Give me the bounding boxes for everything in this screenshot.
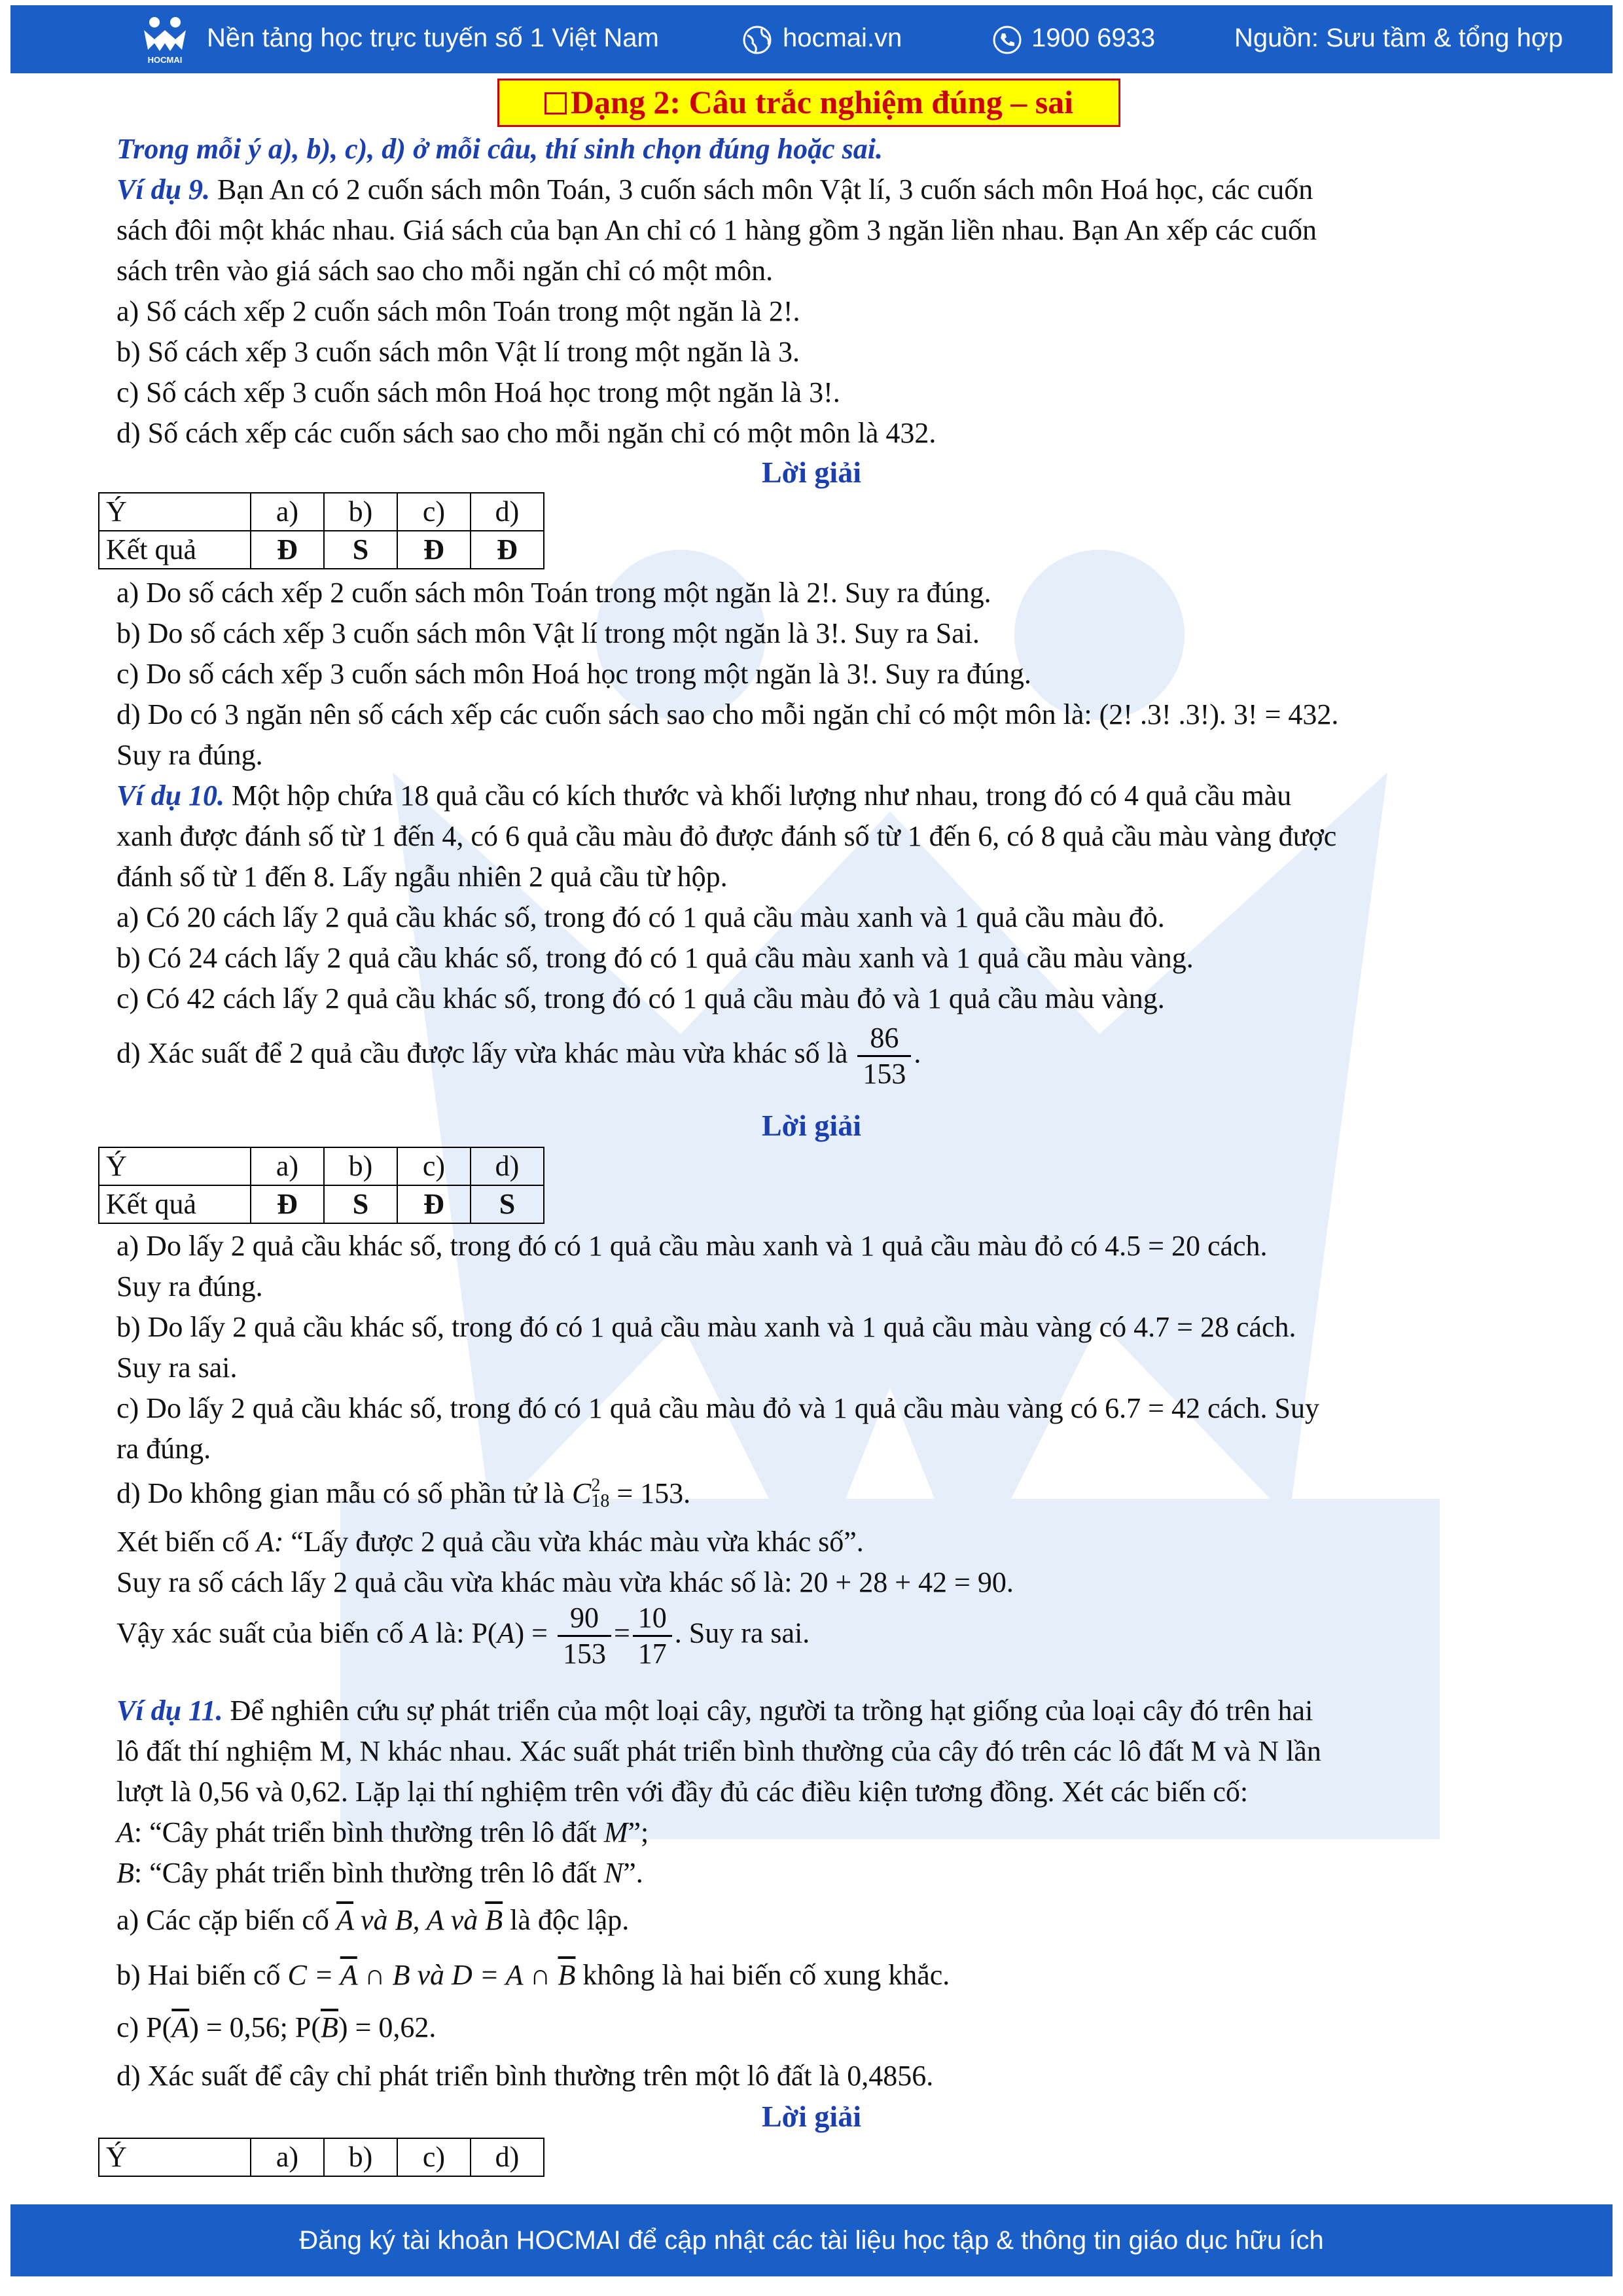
ex9-line-2: sách trên vào giá sách sao cho mỗi ngăn chỉ có một môn.	[116, 255, 774, 287]
ex9-solution-heading: Lời giải	[762, 456, 861, 489]
table-cell: b)	[324, 493, 397, 531]
section-title: Dạng 2: Câu trắc nghiệm đúng – sai	[497, 79, 1120, 127]
table-row	[99, 493, 544, 531]
table-cell: Kết quả	[99, 531, 251, 569]
ex9-solution-c: c) Do số cách xếp 3 cuốn sách môn Hoá học trong một ngăn là 3!. Suy ra đúng.	[116, 658, 1031, 690]
fraction: $\frac{10}{17}$	[633, 1601, 672, 1671]
ex10-option-c: c) Có 42 cách lấy 2 quả cầu khác số, trong đó có 1 quả cầu màu đỏ và 1 quả cầu màu vàng.	[116, 982, 1165, 1014]
ex10-solution-b: b) Do lấy 2 quả cầu khác số, trong đó có 1 quả cầu màu xanh và 1 quả cầu màu vàng có 4.7 = 28 cách.	[116, 1311, 1296, 1343]
header-source: Nguồn: Sưu tầm & tổng hợp	[1234, 24, 1563, 52]
ex9-solution-d: d) Do có 3 ngăn nên số cách xếp các cuốn sách sao cho mỗi ngăn chỉ có một môn là: (2! .3! .3!). 3! = 432.	[116, 698, 1339, 730]
table-cell: c)	[397, 493, 471, 531]
ex11-line-0: Ví dụ 11. Để nghiên cứu sự phát triển của một loại cây, người ta trồng hạt giống của loại cây đó trên hai	[116, 1695, 1313, 1727]
ex9-solution-d-cont: Suy ra đúng.	[116, 739, 263, 771]
ex10-line-2: đánh số từ 1 đến 8. Lấy ngẫu nhiên 2 quả cầu từ hộp.	[116, 861, 728, 893]
table-cell: a)	[251, 1147, 324, 1185]
ex10-option-d: d) Xác suất để 2 quả cầu được lấy vừa khác màu vừa khác số là $\frac{86}{153}$ .	[116, 1022, 921, 1090]
ex9-line-1: sách đôi một khác nhau. Giá sách của bạn An chỉ có 1 hàng gồm 3 ngăn liền nhau. Bạn An xếp các cuốn	[116, 214, 1317, 246]
ex11-option-c: c) $P(\overline{A}) = 0,56$; $P(\overline{B}) = 0,62$.	[116, 2011, 437, 2043]
fraction: $\frac{86}{153}$	[857, 1021, 911, 1091]
ex10-solution-event: Xét biến cố A: “Lấy được 2 quả cầu vừa khác màu vừa khác số”.	[116, 1526, 864, 1558]
ex9-solution-a: a) Do số cách xếp 2 cuốn sách môn Toán trong một ngăn là 2!. Suy ra đúng.	[116, 577, 991, 609]
ex10-solution-c-cont: ra đúng.	[116, 1433, 211, 1465]
ex9-option-b: b) Số cách xếp 3 cuốn sách môn Vật lí trong một ngăn là 3.	[116, 336, 800, 368]
table-cell: d)	[471, 493, 544, 531]
ex9-result-table	[98, 492, 544, 569]
checkbox-icon	[544, 92, 567, 115]
ex10-solution-d: d) Do không gian mẫu có số phần tử là C 2 18 = 153.	[116, 1475, 691, 1511]
ex10-solution-b-cont: Suy ra sai.	[116, 1352, 238, 1384]
table-row	[99, 1185, 544, 1223]
ex10-solution-probability: Vậy xác suất của biến cố A là: P(A) = $\frac{90}{153}$ = $\frac{10}{17}$ . Suy ra sai.	[116, 1602, 810, 1670]
ex10-solution-c: c) Do lấy 2 quả cầu khác số, trong đó có 1 quả cầu màu đỏ và 1 quả cầu màu vàng có 6.7 = 42 cách. Suy	[116, 1392, 1320, 1424]
table-cell: Đ	[471, 531, 544, 569]
table-cell: Kết quả	[99, 1185, 251, 1223]
table-cell: S	[324, 1185, 397, 1223]
ex9-option-a: a) Số cách xếp 2 cuốn sách môn Toán trong một ngăn là 2!.	[116, 295, 800, 327]
table-cell: S	[471, 1185, 544, 1223]
ex9-option-c: c) Số cách xếp 3 cuốn sách môn Hoá học trong một ngăn là 3!.	[116, 376, 840, 408]
ex11-solution-heading: Lời giải	[762, 2100, 861, 2133]
ex11-event-a: A: “Cây phát triển bình thường trên lô đất M”;	[116, 1816, 649, 1848]
svg-text:HOCMAI: HOCMAI	[147, 55, 183, 65]
table-row	[99, 2138, 544, 2176]
table-cell: c)	[397, 1147, 471, 1185]
ex11-event-b: B: “Cây phát triển bình thường trên lô đất N”.	[116, 1857, 643, 1889]
ex10-option-a: a) Có 20 cách lấy 2 quả cầu khác số, trong đó có 1 quả cầu màu xanh và 1 quả cầu màu đỏ.	[116, 901, 1165, 933]
ex10-solution-count: Suy ra số cách lấy 2 quả cầu vừa khác màu vừa khác số là: 20 + 28 + 42 = 90.	[116, 1566, 1014, 1598]
header-phone[interactable]: 1900 6933	[1031, 24, 1156, 52]
footer-bar[interactable]: Đăng ký tài khoản HOCMAI để cập nhật các tài liệu học tập & thông tin giáo dục hữu ích	[10, 2204, 1613, 2276]
header-tagline: Nền tảng học trực tuyến số 1 Việt Nam	[207, 24, 659, 52]
ex10-line-1: xanh được đánh số từ 1 đến 4, có 6 quả cầu màu đỏ được đánh số từ 1 đến 6, có 8 quả cầu màu vàng được	[116, 820, 1337, 852]
ex11-result-table	[98, 2138, 544, 2177]
ex9-solution-b: b) Do số cách xếp 3 cuốn sách môn Vật lí trong một ngăn là 3!. Suy ra Sai.	[116, 617, 980, 649]
ex10-option-b: b) Có 24 cách lấy 2 quả cầu khác số, trong đó có 1 quả cầu màu xanh và 1 quả cầu màu vàng.	[116, 942, 1194, 974]
ex11-option-d: d) Xác suất để cây chỉ phát triển bình thường trên một lô đất là 0,4856.	[116, 2060, 934, 2092]
ex10-solution-a: a) Do lấy 2 quả cầu khác số, trong đó có 1 quả cầu màu xanh và 1 quả cầu màu đỏ có 4.5 = 20 cách.	[116, 1230, 1268, 1262]
table-cell: b)	[324, 2138, 397, 2176]
table-cell: Ý	[99, 1147, 251, 1185]
ex9-line-0: Ví dụ 9. Bạn An có 2 cuốn sách môn Toán, 3 cuốn sách môn Vật lí, 3 cuốn sách môn Hoá học, các cuốn	[116, 173, 1313, 206]
ex10-solution-heading: Lời giải	[762, 1109, 861, 1142]
ex9-option-d: d) Số cách xếp các cuốn sách sao cho mỗi ngăn chỉ có một môn là 432.	[116, 417, 936, 449]
table-cell: Đ	[397, 531, 471, 569]
instruction-text: Trong mỗi ý a), b), c), d) ở mỗi câu, thí sinh chọn đúng hoặc sai.	[116, 133, 883, 165]
table-cell: a)	[251, 2138, 324, 2176]
table-cell: Đ	[251, 531, 324, 569]
table-cell: d)	[471, 2138, 544, 2176]
ex11-option-a: a) Các cặp biến cố $\overline{A}$ và B, A và $\overline{B}$ là độc lập.	[116, 1904, 630, 1936]
ex10-result-table	[98, 1147, 544, 1224]
table-cell: b)	[324, 1147, 397, 1185]
ex10-line-0: Ví dụ 10. Một hộp chứa 18 quả cầu có kích thước và khối lượng như nhau, trong đó có 4 quả cầu màu	[116, 780, 1292, 812]
ex10-solution-a-cont: Suy ra đúng.	[116, 1270, 263, 1302]
table-cell: Ý	[99, 493, 251, 531]
header-site-link[interactable]: hocmai.vn	[783, 24, 902, 52]
ex11-line-1: lô đất thí nghiệm M, N khác nhau. Xác suất phát triển bình thường của cây đó trên các lô đất M và N lần	[116, 1735, 1321, 1767]
table-cell: a)	[251, 493, 324, 531]
table-row	[99, 1147, 544, 1185]
table-row	[99, 531, 544, 569]
table-cell: c)	[397, 2138, 471, 2176]
ex11-option-b: b) Hai biến cố $C = \overline{A}$ ∩ B và D = A ∩ $\overline{B}$ không là hai biến cố xung khắc.	[116, 1959, 950, 1991]
table-cell: S	[324, 531, 397, 569]
table-cell: Đ	[251, 1185, 324, 1223]
table-cell: d)	[471, 1147, 544, 1185]
fraction: $\frac{90}{153}$	[558, 1601, 611, 1671]
table-cell: Ý	[99, 2138, 251, 2176]
ex11-line-2: lượt là 0,56 và 0,62. Lặp lại thí nghiệm trên với đầy đủ các điều kiện tương đồng. Xét các biến cố:	[116, 1776, 1249, 1808]
table-cell: Đ	[397, 1185, 471, 1223]
